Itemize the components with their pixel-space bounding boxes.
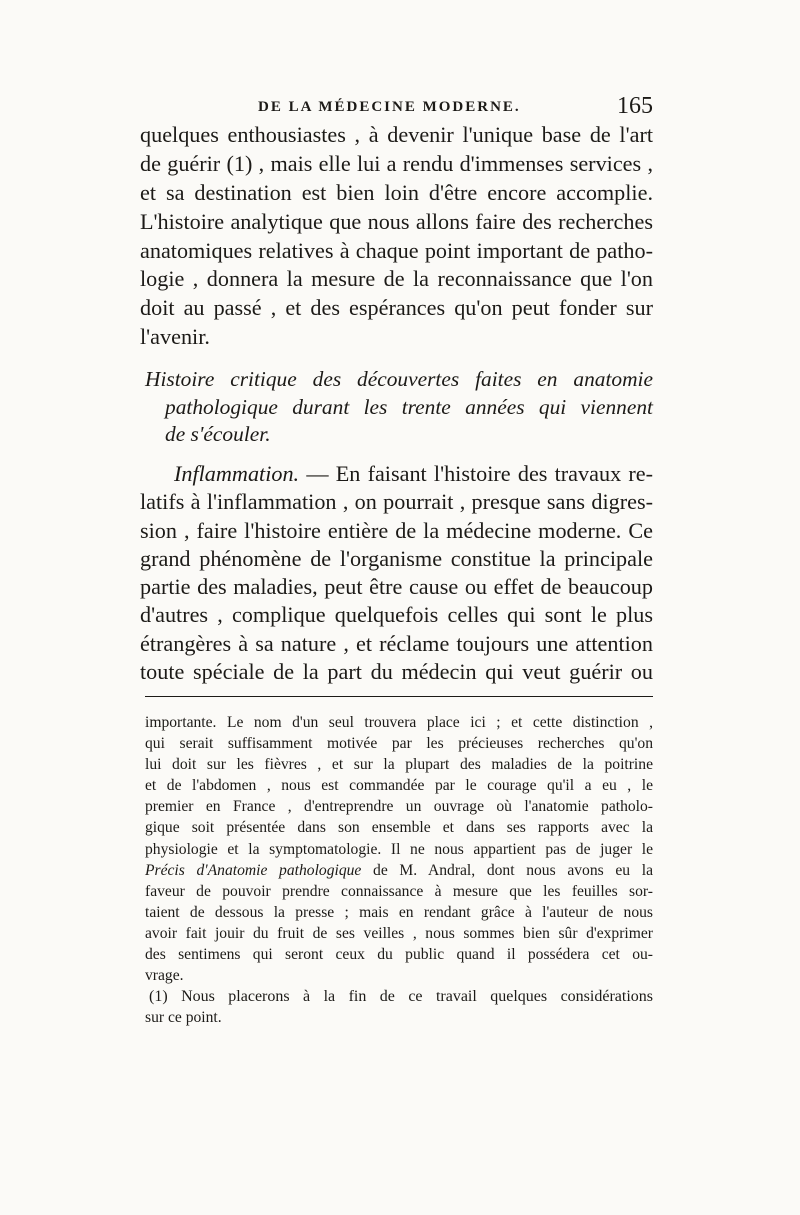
footnote-line-rest: de M. Andral, dont nous avons eu la — [361, 861, 654, 879]
page-number: 165 — [617, 93, 653, 119]
text-line: latifs à l'inflammation , on pourrait , presque sans digres- — [140, 489, 653, 515]
footnote-line: vrage. — [145, 967, 184, 985]
paragraph-1 — [140, 121, 653, 352]
text-line: L'histoire analytique que nous allons faire des recherches — [140, 208, 653, 234]
text-line — [140, 460, 653, 488]
text-line: sion , faire l'histoire entière de la médecine moderne. Ce — [140, 517, 653, 543]
paragraph-first-line: — En faisant l'histoire des travaux re- — [299, 461, 653, 486]
text-line: doit au passé , et des espérances qu'on peut fonder sur — [140, 295, 653, 321]
footnote-line: avoir fait jouir du fruit de ses veilles , nous sommes bien sûr d'exprimer — [145, 924, 653, 942]
cited-work-title: Précis d'Anatomie pathologique — [145, 861, 362, 879]
footnote-line: physiologie et la symptomatologie. Il ne nous appartient pas de juger le — [145, 840, 653, 858]
section-heading — [145, 366, 653, 449]
footnote — [145, 712, 653, 1028]
text-line: toute spéciale de la part du médecin qui veut guérir ou — [140, 659, 653, 685]
footnote-line: premier en France , d'entreprendre un ouvrage où l'anatomie patholo- — [145, 798, 653, 816]
text-line: grand phénomène de l'organisme constitue la principale — [140, 545, 653, 571]
footnote-line: taient de dessous la presse ; mais en rendant grâce à l'auteur de nous — [145, 903, 653, 921]
text-line: partie des maladies, peut être cause ou effet de beaucoup — [140, 574, 653, 600]
footnote-line: importante. Le nom d'un seul trouvera place ici ; et cette distinction , — [145, 714, 653, 731]
text-line: anatomiques relatives à chaque point important de patho- — [140, 237, 653, 263]
footnote-1: (1) Nous placerons à la fin de ce travail quelques considérations — [149, 988, 653, 1006]
footnote-line — [145, 860, 653, 881]
paragraph-lead: Inflammation. — [174, 461, 300, 486]
text-line: quelques enthousiastes , à devenir l'unique base de l'art — [140, 122, 653, 147]
text-line: d'autres , complique quelquefois celles qui sont le plus — [140, 602, 653, 628]
heading-line: Histoire critique des découvertes faites en anatomie — [145, 367, 653, 391]
footnote-line: lui doit sur les fièvres , et sur la plupart des maladies de la poitrine — [145, 756, 653, 774]
footnote-line: qui serait suffisamment motivée par les précieuses recherches qu'on — [145, 735, 653, 753]
footnote-line: faveur de pouvoir prendre connaissance à mesure que les feuilles sor- — [145, 882, 653, 900]
text-line: étrangères à sa nature , et réclame toujours une attention — [140, 630, 653, 656]
footnote-line: des sentimens qui seront ceux du public quand il possédera cet ou- — [145, 946, 653, 964]
heading-line: de s'écouler. — [165, 422, 271, 446]
text-line: et sa destination est bien loin d'être encore accomplie. — [140, 179, 653, 205]
text-line: de guérir (1) , mais elle lui a rendu d'immenses services , — [140, 150, 653, 176]
footnote-line: et de l'abdomen , nous est commandée par le courage qu'il a eu , le — [145, 777, 653, 795]
text-line: logie , donnera la mesure de la reconnaissance que l'on — [140, 266, 653, 292]
text-line: l'avenir. — [140, 324, 210, 350]
paragraph-2 — [140, 460, 653, 686]
heading-line: pathologique durant les trente années qui viennent — [165, 394, 653, 419]
footnote-line: gique soit présentée dans son ensemble et dans ses rapports avec la — [145, 819, 653, 837]
footnote-rule — [145, 696, 653, 697]
footnote-1-continued: sur ce point. — [145, 1009, 222, 1027]
running-head-title: DE LA MÉDECINE MODERNE. — [258, 99, 521, 115]
